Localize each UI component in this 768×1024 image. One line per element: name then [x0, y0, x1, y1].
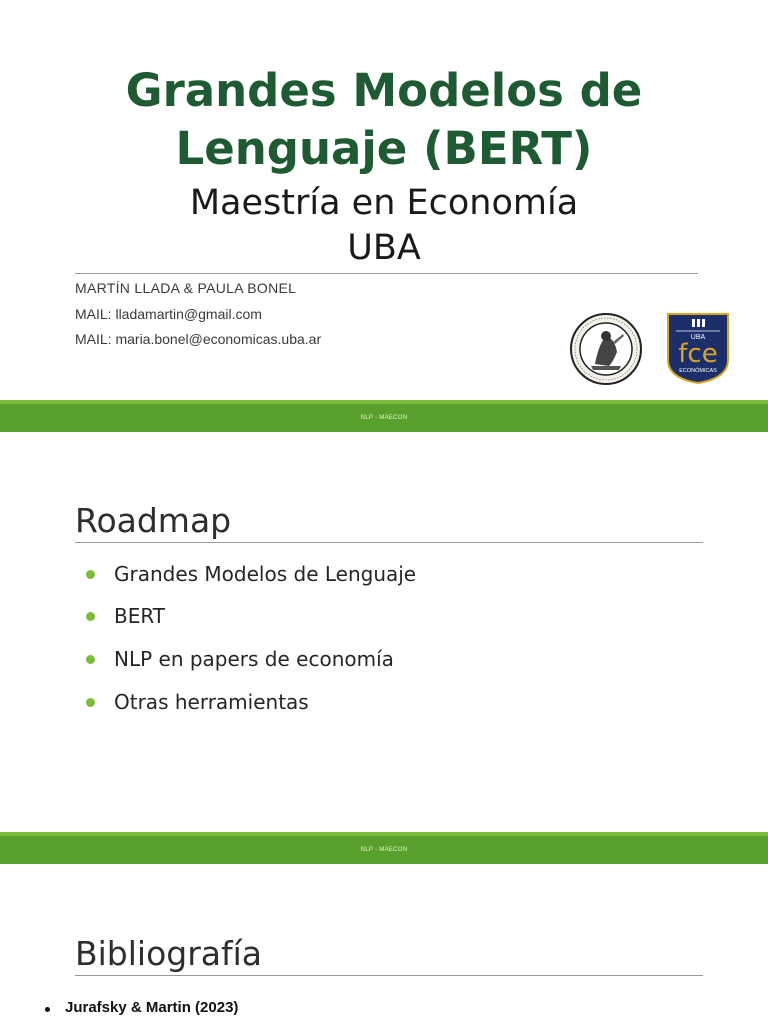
list-item-text: Grandes Modelos de Lenguaje — [114, 562, 417, 586]
bullet-icon — [86, 612, 95, 621]
bullet-icon — [45, 1007, 50, 1012]
slide-title-line-1: Grandes Modelos de — [125, 64, 643, 117]
bibliografia-divider — [75, 975, 703, 976]
email-1: MAIL: lladamartin@gmail.com — [75, 306, 262, 322]
slide-subtitle-line-1: Maestría en Economía — [189, 183, 579, 223]
svg-text:fce: fce — [678, 339, 718, 369]
bibliography-item-text: Jurafsky & Martin (2023) — [65, 999, 239, 1016]
footer-text-2: NLP - MAECON — [360, 847, 408, 853]
list-item-text: BERT — [114, 604, 166, 628]
slide-subtitle-line-2: UBA — [347, 228, 421, 268]
list-item-text: NLP en papers de economía — [114, 647, 394, 671]
uba-seal-logo — [569, 312, 643, 386]
bullet-icon — [86, 698, 95, 707]
bullet-icon — [86, 655, 95, 664]
title-divider — [75, 273, 698, 274]
slide-title-line-2: Lenguaje (BERT) — [175, 122, 593, 175]
fce-economicas-logo — [666, 312, 730, 384]
slide-title — [0, 62, 768, 178]
email-2: MAIL: maria.bonel@economicas.uba.ar — [75, 331, 322, 347]
authors: MARTÍN LLADA & PAULA BONEL — [75, 280, 297, 296]
bibliografia-title: Bibliografía — [75, 934, 263, 973]
list-item-text: Otras herramientas — [114, 690, 309, 714]
bullet-icon — [86, 570, 95, 579]
footer-text-1: NLP - MAECON — [360, 415, 408, 421]
footer-bar-2 — [0, 832, 768, 864]
svg-text:ECONÓMICAS: ECONÓMICAS — [679, 368, 717, 374]
roadmap-title: Roadmap — [75, 501, 232, 540]
svg-text:UBA: UBA — [690, 334, 706, 341]
footer-bar-1 — [0, 400, 768, 432]
roadmap-divider — [75, 542, 703, 543]
